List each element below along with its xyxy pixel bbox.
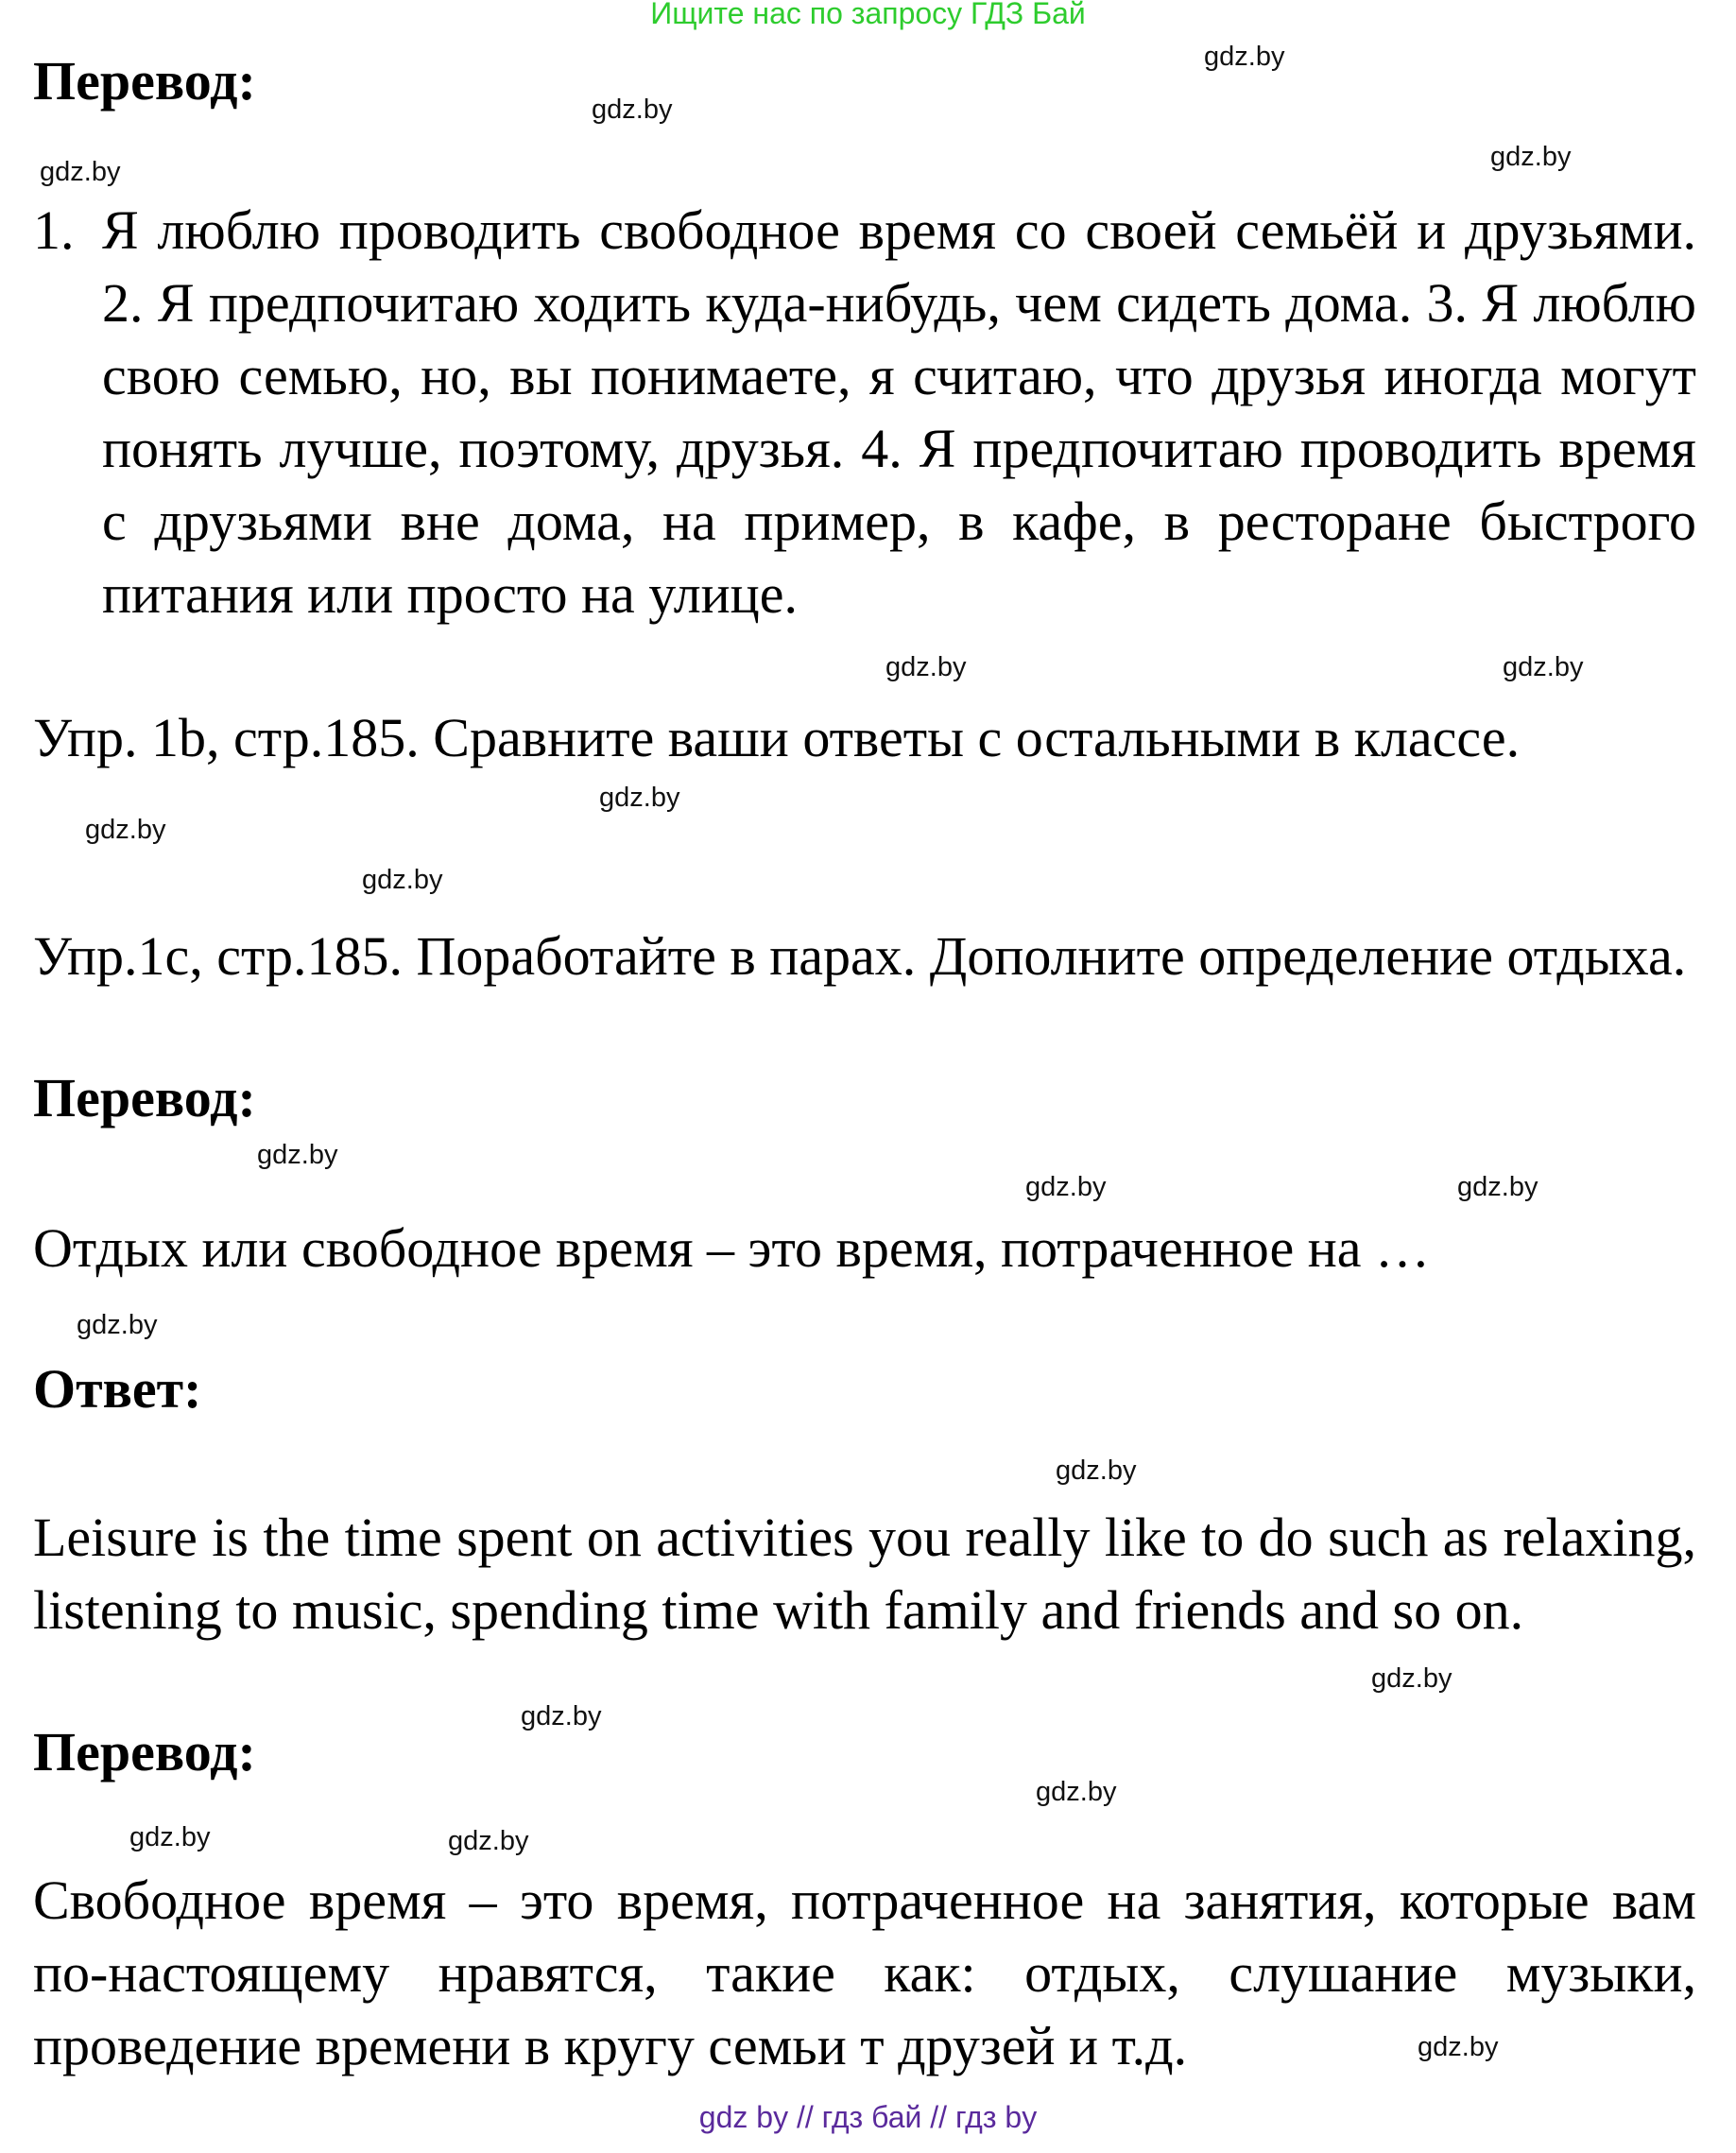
answer-en: Leisure is the time spent on activities you really like to do such as relaxing, listening to music, spending time with family and friends and so on. bbox=[33, 1507, 1696, 1641]
heading-translation-2: Перевод: bbox=[33, 1067, 256, 1128]
heading-translation-1: Перевод: bbox=[33, 50, 256, 112]
watermark: gdz.by bbox=[85, 815, 166, 845]
watermark: gdz.by bbox=[1056, 1455, 1137, 1486]
footer-links: gdz by // гдз бай // гдз by bbox=[698, 2100, 1038, 2134]
watermark: gdz.by bbox=[40, 157, 121, 187]
watermark: gdz.by bbox=[129, 1822, 211, 1852]
exercise-1b: Упр. 1b, стр.185. Сравните ваши ответы с остальными в классе. bbox=[33, 707, 1521, 768]
heading-translation-3: Перевод: bbox=[33, 1721, 256, 1783]
watermark: gdz.by bbox=[257, 1140, 338, 1170]
watermark: gdz.by bbox=[592, 95, 673, 125]
exercise-1c: Упр.1с, стр.185. Поработайте в парах. Дополните определение отдыха. bbox=[33, 925, 1687, 987]
watermark: gdz.by bbox=[599, 783, 680, 813]
watermark: gdz.by bbox=[362, 865, 443, 895]
heading-answer: Ответ: bbox=[33, 1358, 202, 1420]
item-number: 1. bbox=[33, 199, 75, 261]
watermark: gdz.by bbox=[1204, 42, 1285, 72]
watermark: gdz.by bbox=[1457, 1172, 1538, 1202]
search-banner: Ищите нас по запросу ГДЗ Бай bbox=[650, 0, 1086, 30]
definition-ru: Отдых или свободное время – это время, потраченное на … bbox=[33, 1217, 1431, 1279]
watermark: gdz.by bbox=[1036, 1777, 1117, 1807]
translation-paragraph bbox=[33, 194, 1696, 630]
watermark: gdz.by bbox=[1490, 142, 1572, 172]
watermark: gdz.by bbox=[521, 1701, 602, 1731]
watermark: gdz.by bbox=[77, 1310, 158, 1340]
watermark: gdz.by bbox=[885, 652, 967, 682]
translation-text: Я люблю проводить свободное время со своей семьёй и друзьями. 2. Я предпочитаю ходить куда-нибудь, чем сидеть дома. 3. Я люблю свою семью, но, вы понимаете, я считаю, что друзья иногда могут понять лучше, поэтому, друзья. 4. Я предпочитаю проводить время с друзьями вне дома, на пример, в кафе, в ресторане быстрого питания или просто на улице. bbox=[102, 199, 1696, 625]
watermark: gdz.by bbox=[448, 1826, 529, 1856]
answer-ru: Свободное время – это время, потраченное на занятия, которые вам по-настоящему нравятся, такие как: отдых, слушание музыки, проведение времени в кругу семьи т друзей и т.д. bbox=[33, 1869, 1696, 2076]
watermark: gdz.by bbox=[1418, 2032, 1499, 2062]
watermark: gdz.by bbox=[1025, 1172, 1107, 1202]
watermark: gdz.by bbox=[1371, 1663, 1452, 1694]
watermark: gdz.by bbox=[1503, 652, 1584, 682]
